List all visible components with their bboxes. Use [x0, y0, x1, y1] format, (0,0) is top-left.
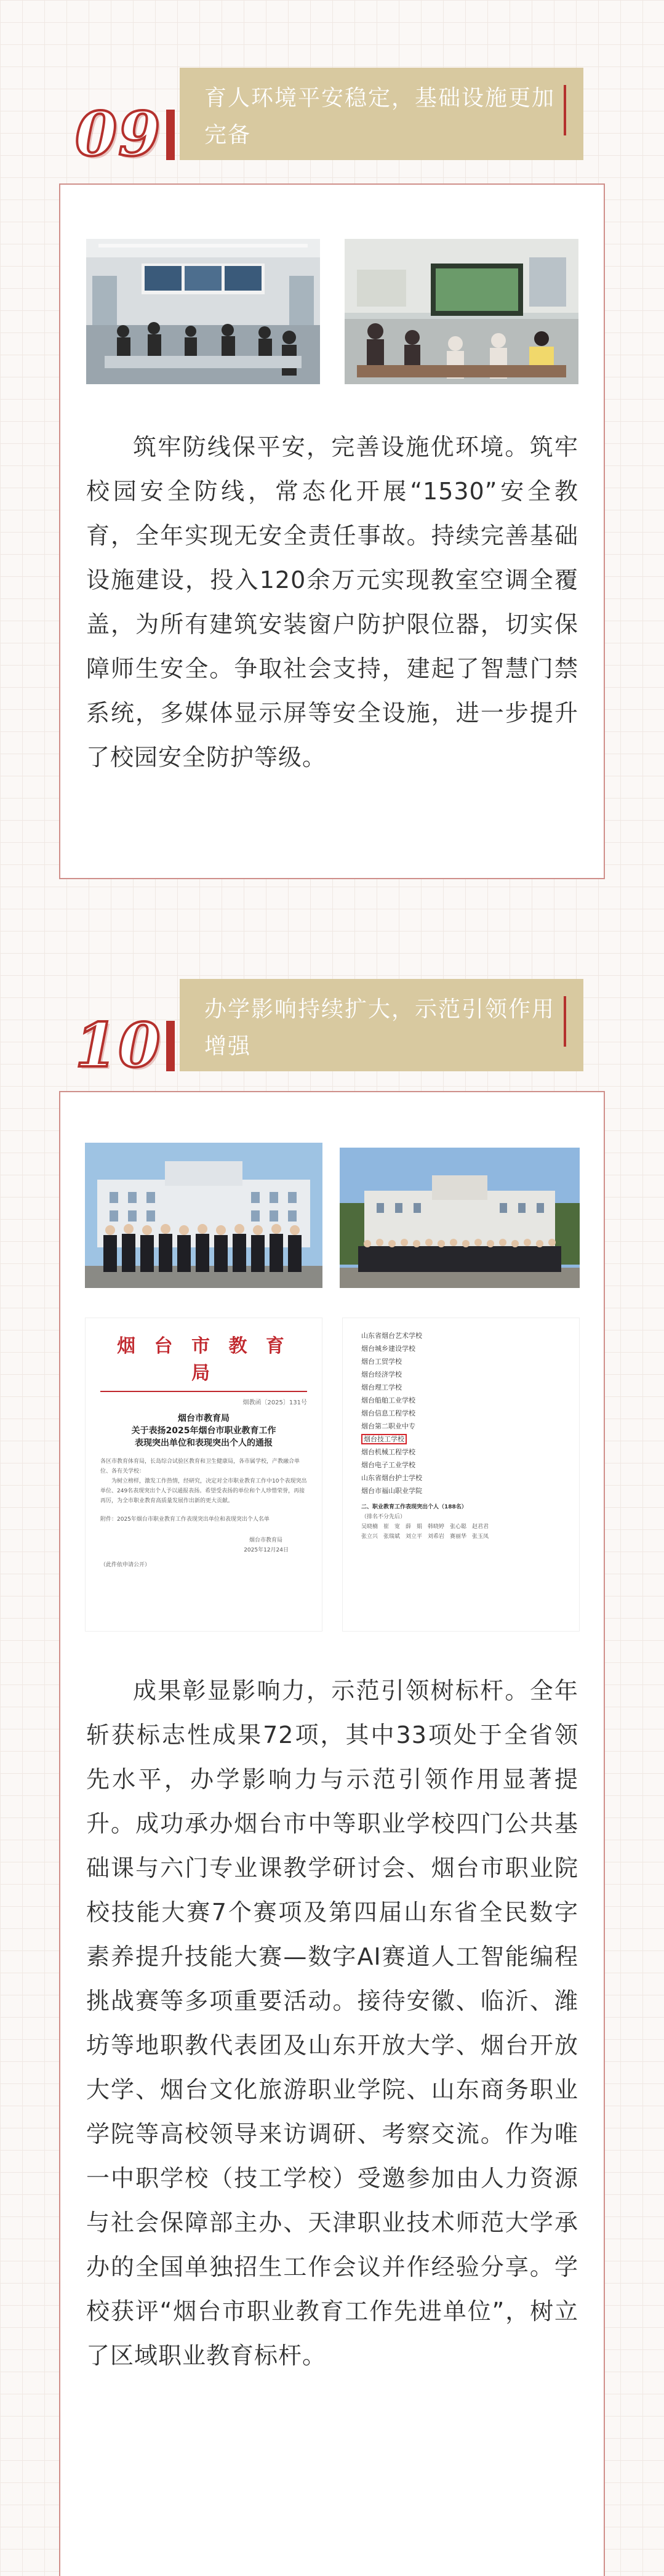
doc-names-row-2: 张立兴 张瑞斌 刘立平 刘希岩 赛丽华 张玉凤 [361, 1534, 489, 1540]
section-09-header [68, 68, 597, 170]
list-item: 山东省烟台护士学校 [361, 1474, 422, 1482]
list-item: 烟台第二职业中专 [361, 1422, 415, 1430]
doc-recipient: 各区市教育体育局，长岛综合试验区教育和卫生健康局，各市属学校，产教融合单位、各有关学校： [100, 1459, 300, 1475]
classroom-photo-1 [86, 239, 320, 384]
classroom-photo-1-image [86, 239, 320, 384]
doc-paragraph: 为树立榜样，激发工作热情，经研究，决定对全市职业教育工作中10个表现突出单位、249名表现突出个人予以通报表扬。希望受表扬的单位和个人珍惜荣誉，再接再厉，为全市职业教育高质量发展作出新的更大贡献。 [100, 1478, 307, 1504]
list-item: 烟台经济学校 [361, 1371, 402, 1379]
doc-names-intro: （排名不分先后） [361, 1514, 406, 1520]
doc-number: 烟教函〔2025〕131号 [242, 1399, 307, 1406]
commendation-list-page [342, 1318, 580, 1632]
list-item: 烟台电子工业学校 [361, 1461, 415, 1469]
list-item: 烟台船舶工业学校 [361, 1396, 415, 1404]
group-photo-2-image [340, 1148, 580, 1288]
commended-units-list [361, 1329, 561, 1497]
section-10-body: 成果彰显影响力，示范引领树标杆。全年斩获标志性成果72项，其中33项处于全省领先水平，办学影响力与示范引领作用显著提升。成功承办烟台市中等职业学校四门公共基础课与六门专业课教学研讨会、烟台市职业院校技能大赛7个赛项及第四届山东省全民数字素养提升技能大赛—数字AI赛道人工智能编程挑战赛等多项重要活动。接待安徽、临沂、潍坊等地职教代表团及山东开放大学、烟台开放大学、烟台文化旅游职业学院、山东商务职业学院等高校领导来访调研、考察交流。作为唯一中职学校（技工学校）受邀参加由人力资源与社会保障部主办、天津职业技术师范大学承办的全国单独招生工作会议并作经验分享。学校获评“烟台市职业教育工作先进单位”，树立了区域职业教育标杆。 [86, 1677, 578, 2369]
doc-signer: 烟台市教育局 [249, 1537, 282, 1544]
list-item-highlighted [361, 1433, 561, 1446]
group-photo-2 [340, 1148, 580, 1288]
list-item: 烟台机械工程学校 [361, 1448, 415, 1456]
section-title-box [180, 979, 583, 1071]
doc-attachment: 附件：2025年烟台市职业教育工作表现突出单位和表现突出个人名单 [100, 1516, 270, 1523]
group-photo-1-image [85, 1143, 322, 1288]
doc-title-line-3: 表现突出单位和表现突出个人的通报 [135, 1438, 273, 1448]
doc-date: 2025年12月24日 [244, 1547, 289, 1553]
section-number: 09 [75, 99, 162, 170]
doc-names-row-1: 吴晓楠 崔 宽 薛 娟 韩晓婷 张心聪 赵君君 [361, 1524, 489, 1530]
highlighted-school-name: 烟台技工学校 [361, 1434, 407, 1444]
classroom-photo-2-image [345, 239, 578, 384]
section-title: 办学影响持续扩大，示范引领作用增强 [204, 997, 556, 1059]
doc-header-rule [100, 1391, 307, 1392]
doc-title-line-1: 烟台市教育局 [178, 1414, 230, 1423]
doc-section-two: 二、职业教育工作表现突出个人（188名） [361, 1504, 467, 1510]
doc-title-line-2: 关于表扬2025年烟台市职业教育工作 [131, 1426, 276, 1436]
commendation-notice-page [85, 1318, 322, 1632]
list-item: 烟台理工学校 [361, 1383, 402, 1391]
section-number: 10 [75, 1010, 162, 1081]
section-09-body: 筑牢防线保平安，完善设施优环境。筑牢校园安全防线，常态化开展“1530”安全教育，全年实现无安全责任事故。持续完善基础设施建设，投入120余万元实现教室空调全覆盖，为所有建筑安装窗户防护限位器，切实保障师生安全。争取社会支持，建起了智慧门禁系统，多媒体显示屏等安全设施，进一步提升了校园安全防护等级。 [86, 433, 578, 771]
group-photo-1 [85, 1143, 322, 1288]
section-10-header [68, 979, 597, 1081]
list-item: 烟台工贸学校 [361, 1358, 402, 1366]
section-title-box [180, 68, 583, 160]
list-item: 烟台城乡建设学校 [361, 1345, 415, 1353]
classroom-photo-2 [345, 239, 578, 384]
list-item: 烟台市福山职业学院 [361, 1487, 422, 1495]
section-title: 育人环境平安稳定，基础设施更加完备 [204, 86, 556, 148]
doc-footer: （此件依申请公开） [100, 1562, 151, 1568]
header-accent-bar [166, 110, 175, 160]
header-accent-bar [166, 1021, 175, 1071]
list-item: 山东省烟台艺术学校 [361, 1332, 422, 1340]
list-item: 烟台信息工程学校 [361, 1409, 415, 1417]
doc-header: 烟 台 市 教 育 局 [117, 1335, 290, 1384]
